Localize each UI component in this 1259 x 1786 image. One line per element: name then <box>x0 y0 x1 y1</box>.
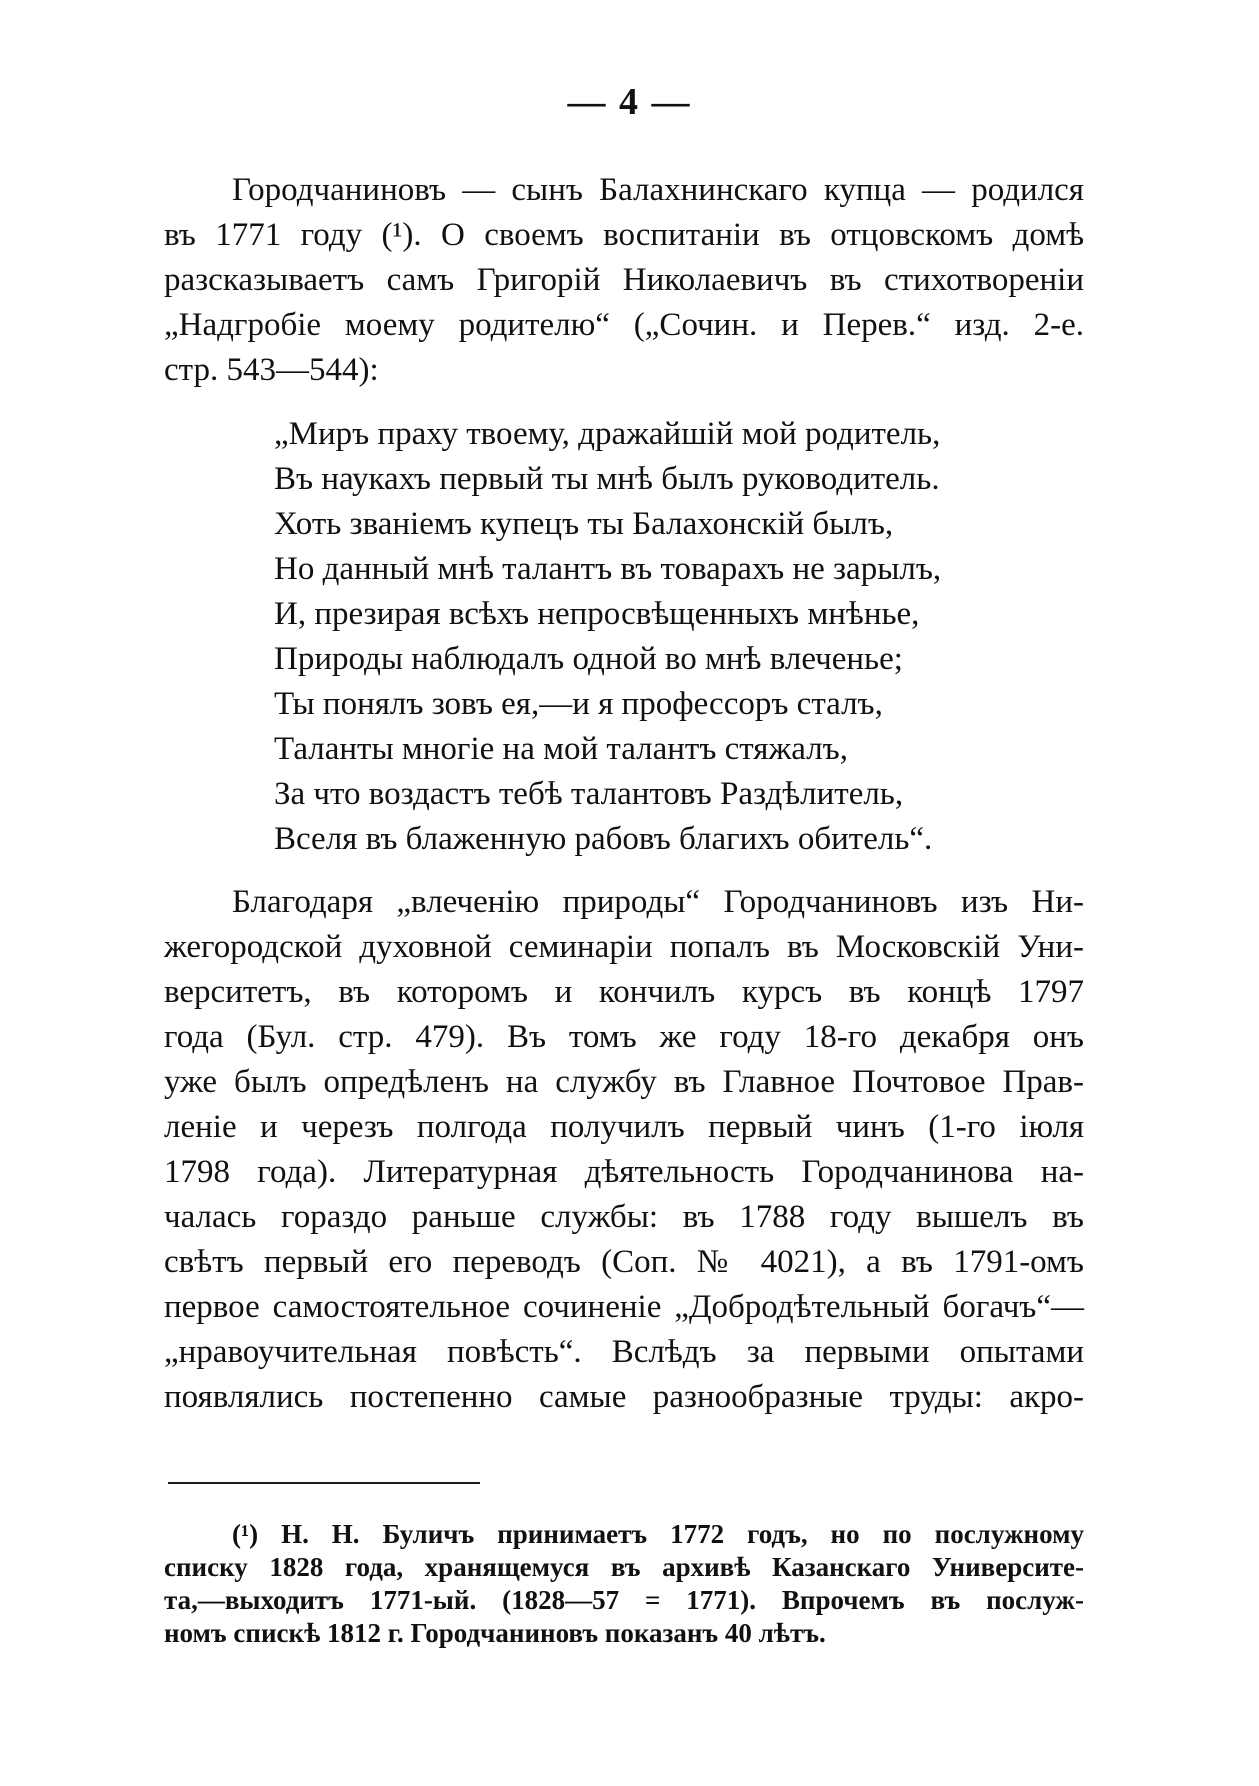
poem-verse: Въ наукахъ первый ты мнѣ былъ руководитель. <box>274 461 940 497</box>
footnote <box>164 1518 1084 1650</box>
text-line: Благодаря „влеченію природы“ Городчаниновъ изъ Ни- <box>232 884 1084 920</box>
text-line: года (Бул. стр. 479). Въ томъ же году 18-го декабря онъ <box>164 1019 1084 1055</box>
poem-verse: Ты понялъ зовъ ея,—и я профессоръ сталъ, <box>274 686 883 722</box>
page-number: — 4 — <box>567 81 692 123</box>
text-line: „нравоучительная повѣсть“. Вслѣдъ за первыми опытами <box>164 1334 1084 1370</box>
poem-verse: Хоть званіемъ купецъ ты Балахонскій былъ, <box>274 506 894 542</box>
text-line: „Надгробіе моему родителю“ („Сочин. и Перев.“ изд. 2-е. <box>164 307 1084 343</box>
text-line: чалась гораздо раньше службы: въ 1788 году вышелъ въ <box>164 1199 1084 1235</box>
footnote-line: списку 1828 года, хранящемуся въ архивѣ Казанскаго Университе- <box>164 1552 1084 1582</box>
poem-epitaph <box>274 412 1034 862</box>
paragraph-intro <box>164 168 1084 393</box>
text-line: разсказываетъ самъ Григорій Николаевичъ въ стихотвореніи <box>164 262 1084 298</box>
footnote-divider <box>168 1482 480 1484</box>
text-line: леніе и черезъ полгода получилъ первый чинъ (1-го іюля <box>164 1109 1084 1145</box>
poem-verse: Но данный мнѣ талантъ въ товарахъ не зарылъ, <box>274 551 942 587</box>
poem-verse: „Миръ праху твоему, дражайшій мой родитель, <box>274 416 941 452</box>
text-line: Городчаниновъ — сынъ Балахнинскаго купца — родился <box>232 172 1084 208</box>
poem-verse: Вселя въ блаженную рабовъ благихъ обитель“. <box>274 821 933 857</box>
poem-verse: И, презирая всѣхъ непросвѣщенныхъ мнѣнье, <box>274 596 920 632</box>
footnote-line: номъ спискѣ 1812 г. Городчаниновъ показанъ 40 лѣтъ. <box>164 1618 826 1648</box>
text-line: уже былъ опредѣленъ на службу въ Главное Почтовое Прав- <box>164 1064 1084 1100</box>
text-line: первое самостоятельное сочиненіе „Добродѣтельный богачъ“— <box>164 1289 1084 1325</box>
paragraph-biography <box>164 880 1084 1420</box>
text-line: стр. 543—544): <box>164 352 379 388</box>
text-line: верситетъ, въ которомъ и кончилъ курсъ въ концѣ 1797 <box>164 974 1084 1010</box>
poem-verse: Природы наблюдалъ одной во мнѣ влеченье; <box>274 641 903 677</box>
poem-verse: За что воздастъ тебѣ талантовъ Раздѣлитель, <box>274 776 904 812</box>
text-line: 1798 года). Литературная дѣятельность Городчанинова на- <box>164 1154 1084 1190</box>
text-line: жегородской духовной семинаріи попалъ въ Московскій Уни- <box>164 929 1084 965</box>
footnote-line: (¹) Н. Н. Буличъ принимаетъ 1772 годъ, но по послужному <box>232 1519 1084 1549</box>
poem-verse: Таланты многіе на мой талантъ стяжалъ, <box>274 731 848 767</box>
text-line: появлялись постепенно самые разнообразные труды: акро- <box>164 1379 1084 1415</box>
text-line: свѣтъ первый его переводъ (Соп. № 4021), а въ 1791-омъ <box>164 1244 1084 1280</box>
text-line: въ 1771 году (¹). О своемъ воспитаніи въ отцовскомъ домѣ <box>164 217 1084 253</box>
footnote-line: та,—выходитъ 1771-ый. (1828—57 = 1771). Впрочемъ въ послуж- <box>164 1585 1084 1615</box>
